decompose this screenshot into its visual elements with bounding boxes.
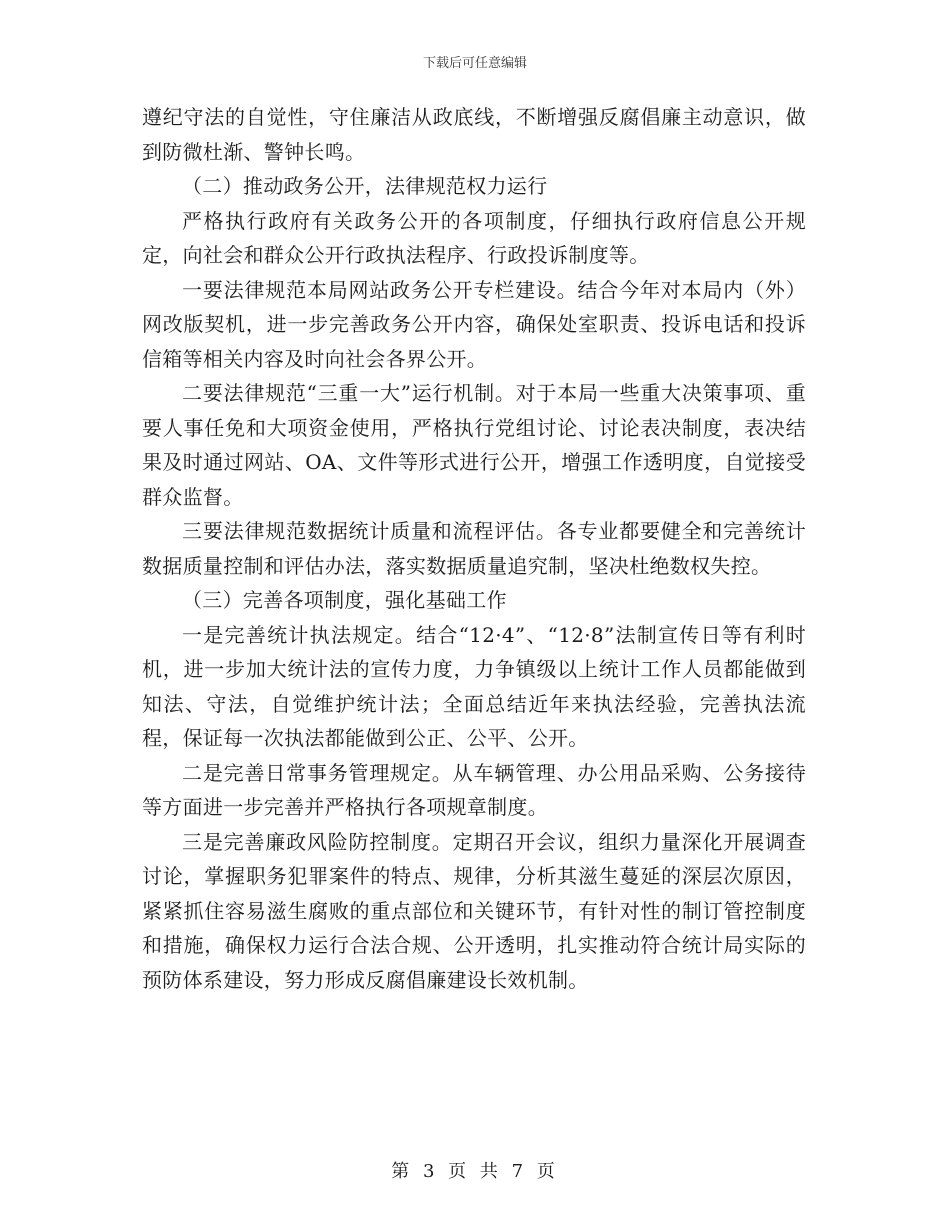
page-number: 第 3 页 共 7 页	[391, 1161, 559, 1182]
paragraph-continuation: 遵纪守法的自觉性，守住廉洁从政底线，不断增强反腐倡廉主动意识，做到防微杜渐、警钟长鸣。	[142, 105, 806, 164]
section-heading-2: （二）推动政务公开，法律规范权力运行	[182, 174, 548, 198]
section-heading-3: （三）完善各项制度，强化基础工作	[182, 588, 507, 612]
paragraph: 一要法律规范本局网站政务公开专栏建设。结合今年对本局内（外）网改版契机，进一步完善政务公开内容，确保处室职责、投诉电话和投诉信箱等相关内容及时向社会各界公开。	[142, 277, 806, 371]
paragraph: 严格执行政府有关政务公开的各项制度，仔细执行政府信息公开规定，向社会和群众公开行政执法程序、行政投诉制度等。	[142, 208, 806, 267]
paragraph: 二要法律规范“三重一大”运行机制。对于本局一些重大决策事项、重要人事任免和大项资金使用，严格执行党组讨论、讨论表决制度，表决结果及时通过网站、OA、文件等形式进行公开，增强工作透明度，自觉接受群众监督。	[142, 381, 806, 509]
paragraph: 三是完善廉政风险防控制度。定期召开会议，组织力量深化开展调查讨论，掌握职务犯罪案件的特点、规律，分析其滋生蔓延的深层次原因，紧紧抓住容易滋生腐败的重点部位和关键环节，有针对性的制订管控制度和措施，确保权力运行合法合规、公开透明，扎实推动符合统计局实际的预防体系建设，努力形成反腐倡廉建设长效机制。	[142, 829, 806, 992]
document-body	[142, 100, 806, 997]
page-header: 下载后可任意编辑	[422, 56, 527, 71]
paragraph: 一是完善统计执法规定。结合“12·4”、“12·8”法制宣传日等有利时机，进一步加大统计法的宣传力度，力争镇级以上统计工作人员都能做到知法、守法，自觉维护统计法；全面总结近年来执法经验，完善执法流程，保证每一次执法都能做到公正、公平、公开。	[142, 622, 806, 750]
paragraph: 二是完善日常事务管理规定。从车辆管理、办公用品采购、公务接待等方面进一步完善并严格执行各项规章制度。	[142, 760, 806, 819]
paragraph: 三要法律规范数据统计质量和流程评估。各专业都要健全和完善统计数据质量控制和评估办法，落实数据质量追究制，坚决杜绝数权失控。	[142, 519, 806, 578]
